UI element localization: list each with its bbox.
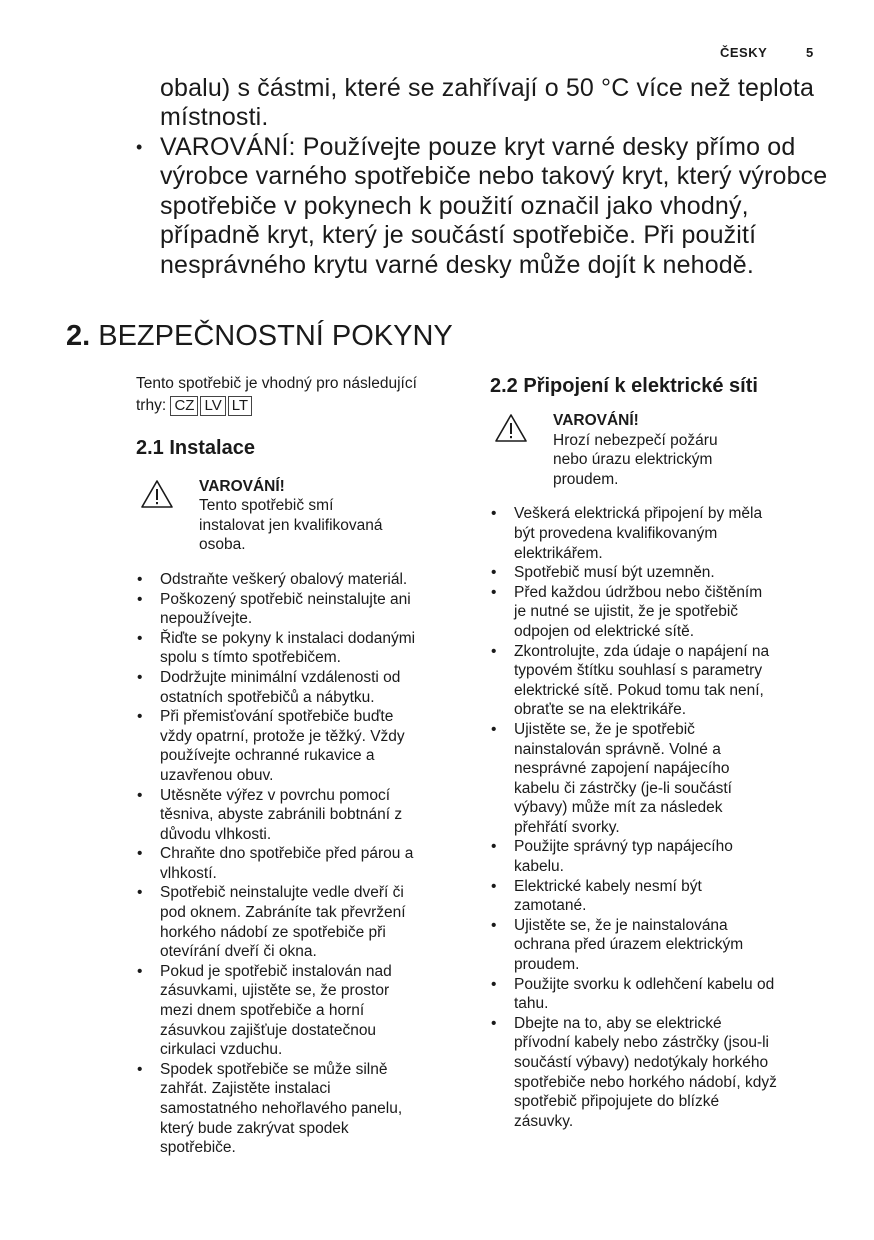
list-item-line: vždy opatrní, protože je těžký. Vždy xyxy=(160,727,405,745)
list-item-line: který bude zakrývat spodek xyxy=(160,1119,349,1137)
list-item-line: typovém štítku souhlasí s parametry xyxy=(514,662,763,680)
warning-line: nebo úrazu elektrickým xyxy=(553,451,713,469)
list-item-line: ostatních spotřebičů a nábytku. xyxy=(160,688,375,706)
list-item-line: přívodní kabely nebo zástrčky (jsou-li xyxy=(514,1034,770,1052)
list-item-line: • Dodržujte minimální vzdálenosti od xyxy=(160,668,401,686)
list-item-line: zásuvkami, ujistěte se, že prostor xyxy=(160,982,390,1000)
list-item xyxy=(136,590,466,629)
list-item-line: • Poškozený spotřebič neinstalujte ani xyxy=(160,590,411,608)
warning-title: VAROVÁNÍ! xyxy=(199,477,285,495)
list-item xyxy=(490,877,830,916)
list-item-line: odpojen od elektrické sítě. xyxy=(514,622,695,640)
warning-line: instalovat jen kvalifikovaná xyxy=(199,516,383,534)
list-item xyxy=(490,642,830,720)
warning-box-installation xyxy=(136,477,466,555)
list-item-line: součástí výbavy) nedotýkaly horkého xyxy=(514,1054,769,1071)
list-item-line: • Použijte správný typ napájecího xyxy=(514,838,733,856)
list-item-line: zamotané. xyxy=(514,897,587,915)
electrical-list xyxy=(490,504,830,1131)
warning-bullet-text: VAROVÁNÍ: Používejte pouze kryt varné desky přímo od výrobce varného spotřebiče nebo takový kryt, který výrobce spotřebiče v pokynech k použití označil jako vhodný, případně kryt, který je součástí spotřebiče. Při použití nesprávného krytu varné desky může dojít k nehodě. xyxy=(160,133,828,279)
list-item-line: • Dbejte na to, aby se elektrické xyxy=(514,1014,722,1032)
list-item-line: • Veškerá elektrická připojení by měla xyxy=(514,505,763,523)
list-item-line: zahřát. Zajistěte instalaci xyxy=(160,1080,331,1098)
subsection-heading-electrical xyxy=(490,374,830,398)
list-item-line: • Ujistěte se, že je nainstalována xyxy=(514,916,728,934)
list-item-line: spolu s tímto spotřebičem. xyxy=(160,649,341,667)
list-item xyxy=(136,962,466,1060)
warning-box-electrical xyxy=(490,411,830,489)
list-item-line: • Spotřebič neinstalujte vedle dveří či xyxy=(160,884,404,902)
list-item-line: je nutné se ujistit, že je spotřebič xyxy=(514,603,739,621)
list-item-line: spotřebiče. xyxy=(160,1139,236,1157)
markets-intro: Tento spotřebič je vhodný pro následující xyxy=(136,375,417,392)
list-item-line: důvodu vlhkosti. xyxy=(160,825,272,843)
list-item-line: otevírání dveří či okna. xyxy=(160,943,317,961)
list-item-line: horkého nádobí ze spotřebiče při xyxy=(160,923,386,941)
list-item xyxy=(136,707,466,785)
list-item-line: být provedena kvalifikovaným xyxy=(514,524,718,542)
list-item-line: • Spotřebič musí být uzemněn. xyxy=(514,564,715,582)
warning-bullet xyxy=(136,133,842,280)
list-item xyxy=(490,1014,830,1132)
list-item xyxy=(136,786,466,845)
section-title xyxy=(66,320,453,353)
list-item-line: • Pokud je spotřebič instalován nad xyxy=(160,962,392,980)
list-item-line: samostatného nehořlavého panelu, xyxy=(160,1100,403,1117)
list-item-line: výbavy) může mít za následek xyxy=(514,799,723,817)
list-item xyxy=(490,583,830,642)
list-item-line: obraťte se na elektrikáře. xyxy=(514,701,687,719)
list-item xyxy=(490,720,830,838)
subsection-number: 2.2 xyxy=(490,375,518,397)
list-item-line: těsniva, abyste zabránili bobtnání z xyxy=(160,806,403,824)
left-column xyxy=(136,374,466,1158)
warning-triangle-icon xyxy=(494,413,528,443)
warning-line: proudem. xyxy=(553,470,619,488)
warning-title: VAROVÁNÍ! xyxy=(553,412,639,429)
list-item-line: nesprávné zapojení napájecího xyxy=(514,760,730,778)
page-number: 5 xyxy=(806,45,814,60)
subsection-title: Připojení k elektrické síti xyxy=(523,375,758,397)
installation-list xyxy=(136,570,466,1158)
subsection-number: 2.1 xyxy=(136,436,164,459)
bullet-icon: • xyxy=(136,137,143,157)
list-item-line: kabelu. xyxy=(514,858,564,876)
right-column xyxy=(490,374,830,1131)
list-item-line: • Řiďte se pokyny k instalaci dodanými xyxy=(160,629,416,647)
list-item-line: pod oknem. Zabráníte tak převržení xyxy=(160,904,406,922)
list-item-line: • Chraňte dno spotřebiče před párou a xyxy=(160,845,414,863)
subsection-heading-installation xyxy=(136,436,466,460)
page-header-language: ČESKY xyxy=(720,45,768,60)
list-item xyxy=(490,975,830,1014)
list-item-line: tahu. xyxy=(514,995,549,1013)
list-item-line: nainstalován správně. Volné a xyxy=(514,740,721,758)
list-item-line: uzavřenou obuv. xyxy=(160,766,274,784)
market-badge: LV xyxy=(200,396,225,416)
list-item xyxy=(136,844,466,883)
market-badge: LT xyxy=(228,396,252,416)
list-item-line: používejte ochranné rukavice a xyxy=(160,747,375,765)
list-item-line: spotřebič připojujete do blízké xyxy=(514,1093,720,1111)
list-item xyxy=(136,883,466,961)
list-item xyxy=(490,837,830,876)
list-item-line: elektrické sítě. Pokud tomu tak není, xyxy=(514,681,764,699)
list-item xyxy=(136,629,466,668)
list-item xyxy=(490,916,830,975)
list-item-line: nepoužívejte. xyxy=(160,610,253,628)
list-item-line: vlhkostí. xyxy=(160,864,217,882)
list-item xyxy=(490,563,830,583)
list-item-line: • Použijte svorku k odlehčení kabelu od xyxy=(514,975,775,993)
list-item-line: ochrana před úrazem elektrickým xyxy=(514,936,744,954)
list-item-line: • Při přemisťování spotřebiče buďte xyxy=(160,708,394,726)
section-number: 2. xyxy=(66,320,91,352)
warning-line: osoba. xyxy=(199,536,246,554)
list-item-line: přehřátí svorky. xyxy=(514,818,620,836)
warning-line: Hrozí nebezpečí požáru xyxy=(553,431,718,449)
list-item xyxy=(490,504,830,563)
list-item-line: mezi dnem spotřebiče a horní xyxy=(160,1002,365,1020)
list-item-line: spotřebiče nebo horkého nádobí, když xyxy=(514,1073,777,1091)
list-item-line: kabelu či zástrčky (je-li součástí xyxy=(514,779,732,797)
list-item-line: zásuvky. xyxy=(514,1112,574,1130)
list-item-line: elektrikářem. xyxy=(514,544,603,562)
list-item-line: cirkulaci vzduchu. xyxy=(160,1041,283,1059)
list-item-line: zásuvkou zajišťuje dostatečnou xyxy=(160,1021,377,1039)
warning-line: Tento spotřebič smí xyxy=(199,497,334,515)
warning-triangle-icon xyxy=(140,479,174,509)
markets-row xyxy=(136,396,466,416)
markets-label: trhy: xyxy=(136,396,167,414)
market-badge: CZ xyxy=(170,396,198,416)
list-item-line: • Před každou údržbou nebo čištěním xyxy=(514,583,763,601)
list-item xyxy=(136,1060,466,1158)
list-item xyxy=(136,668,466,707)
list-item-line: • Zkontrolujte, zda údaje o napájení na xyxy=(514,642,770,660)
list-item-line: proudem. xyxy=(514,956,580,974)
list-item-line: • Elektrické kabely nesmí být xyxy=(514,877,702,895)
continuation-text: obalu) s částmi, které se zahřívají o 50 °C více než teplota místnosti. xyxy=(160,74,815,132)
list-item-line: • Utěsněte výřez v povrchu pomocí xyxy=(160,786,391,804)
section-title-text: BEZPEČNOSTNÍ POKYNY xyxy=(98,320,453,352)
list-item-line: • Ujistěte se, že je spotřebič xyxy=(514,720,695,738)
list-item xyxy=(136,570,466,590)
subsection-title: Instalace xyxy=(169,436,255,459)
list-item-line: • Spodek spotřebiče se může silně xyxy=(160,1060,388,1078)
list-item-line: • Odstraňte veškerý obalový materiál. xyxy=(160,570,408,588)
